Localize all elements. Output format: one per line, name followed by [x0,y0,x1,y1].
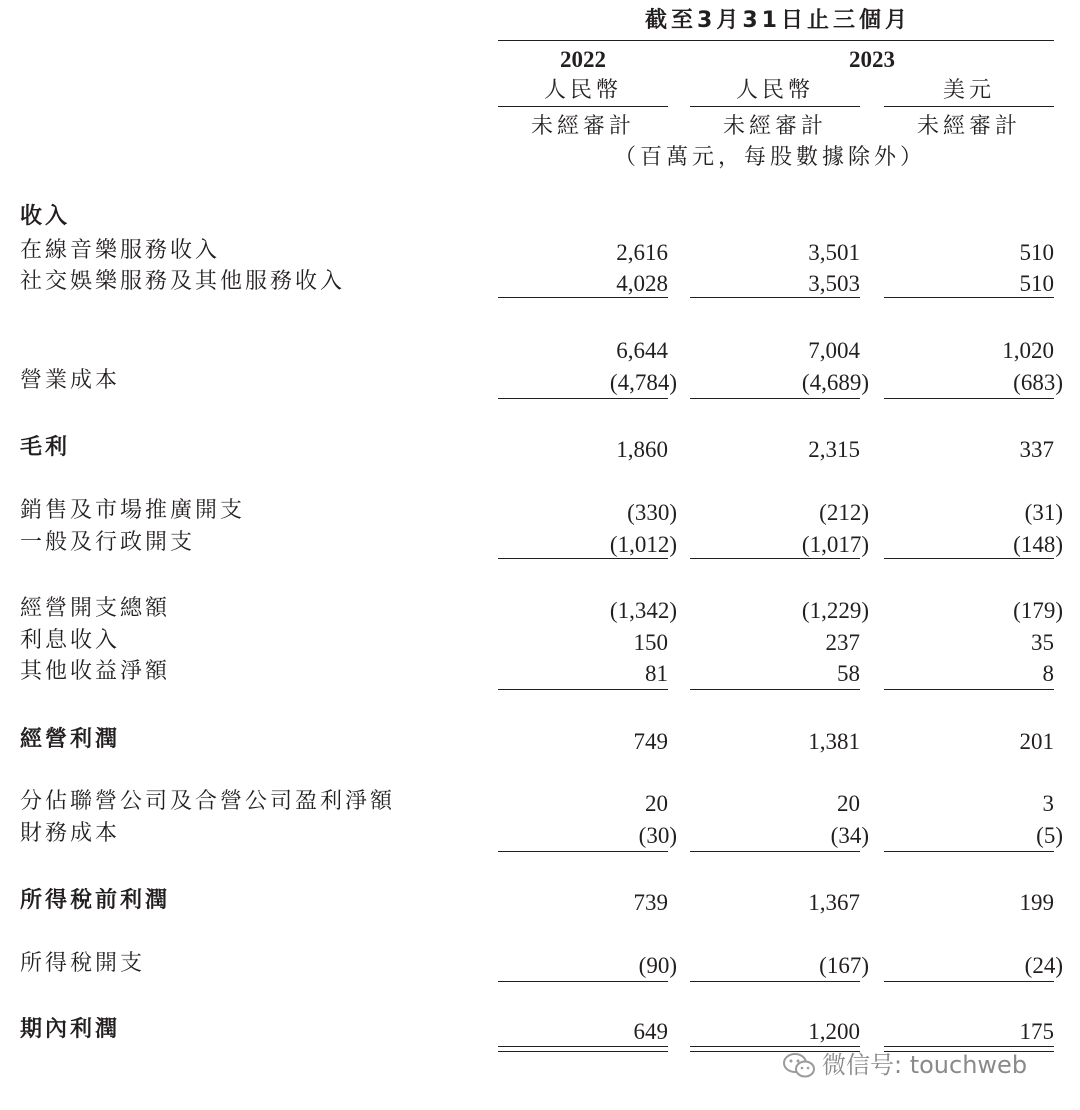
double-rule-total [498,1046,668,1052]
cell-value: (330) [627,500,677,525]
cell-value: 35 [1031,630,1054,655]
col-year-2023: 2023 [849,47,895,72]
rule-cost [690,398,860,399]
cell-value: (5) [1036,823,1063,848]
cell-value: 199 [1019,890,1054,915]
row-label: 期內利潤 [20,1017,121,1042]
col1-header-rule [498,106,668,107]
rule-finance-cost [498,851,668,852]
cell-value: 58 [837,661,860,686]
col-year-2022: 2022 [560,47,606,72]
col2-header-rule [690,106,860,107]
cell-value: 3 [1042,791,1054,816]
row-label: 利息收入 [20,628,121,653]
rule-revenue [884,297,1054,298]
cell-value: (4,784) [609,370,677,395]
rule-revenue [690,297,860,298]
rule-other-gains [690,689,860,690]
cell-value: 749 [633,729,668,754]
cell-value: 3,503 [808,271,860,296]
row-label: 銷售及市場推廣開支 [20,498,246,523]
row-label: 營業成本 [20,368,121,393]
col3-audit: 未經審計 [916,114,1021,139]
period-rule [498,40,1054,41]
period-heading: 截至3月31日止三個月 [645,8,911,33]
row-label: 收入 [20,204,71,229]
col2-currency: 人民幣 [735,78,814,103]
cell-value: 649 [633,1019,668,1044]
col1-currency: 人民幣 [543,78,622,103]
cell-value: 20 [837,791,860,816]
cell-value: 1,860 [616,437,668,462]
cell-value: (167) [819,953,869,978]
rule-opex [690,558,860,559]
cell-value: (179) [1013,598,1063,623]
rule-cost [884,398,1054,399]
col2-audit: 未經審計 [722,114,827,139]
cell-value: 1,020 [1002,338,1054,363]
row-label: 其他收益淨額 [20,659,171,684]
wechat-watermark [782,1045,1027,1080]
row-label: 經營利潤 [20,727,121,752]
cell-value: 175 [1019,1019,1054,1044]
row-label: 毛利 [20,435,71,460]
rule-other-gains [498,689,668,690]
cell-value: (1,012) [609,532,677,557]
cell-value: 7,004 [808,338,860,363]
unit-note: （百萬元，每股數據除外） [613,145,926,170]
row-label: 經營開支總額 [20,596,171,621]
cell-value: (4,689) [801,370,869,395]
col1-audit: 未經審計 [530,114,635,139]
cell-value: 2,315 [808,437,860,462]
cell-value: 1,200 [808,1019,860,1044]
cell-value: 510 [1019,271,1054,296]
cell-value: 3,501 [808,240,860,265]
rule-finance-cost [690,851,860,852]
cell-value: (30) [638,823,677,848]
row-label: 財務成本 [20,821,121,846]
col3-currency: 美元 [942,78,995,103]
cell-value: (683) [1013,370,1063,395]
cell-value: (1,017) [801,532,869,557]
row-label: 一般及行政開支 [20,530,196,555]
rule-tax [884,981,1054,982]
col3-header-rule [884,106,1054,107]
rule-finance-cost [884,851,1054,852]
row-label: 所得稅前利潤 [20,888,171,913]
row-label: 在線音樂服務收入 [20,238,221,263]
cell-value: 81 [645,661,668,686]
rule-revenue [498,297,668,298]
cell-value: 1,367 [808,890,860,915]
cell-value: (90) [638,953,677,978]
cell-value: 510 [1019,240,1054,265]
row-label: 社交娛樂服務及其他服務收入 [20,269,346,294]
cell-value: (34) [830,823,869,848]
cell-value: 739 [633,890,668,915]
cell-value: (1,229) [801,598,869,623]
rule-tax [690,981,860,982]
cell-value: 4,028 [616,271,668,296]
cell-value: 150 [633,630,668,655]
rule-opex [884,558,1054,559]
cell-value: 8 [1042,661,1054,686]
cell-value: 201 [1019,729,1054,754]
rule-cost [498,398,668,399]
cell-value: 2,616 [616,240,668,265]
rule-tax [498,981,668,982]
cell-value: (1,342) [609,598,677,623]
cell-value: (212) [819,500,869,525]
cell-value: 237 [825,630,860,655]
cell-value: (148) [1013,532,1063,557]
cell-value: 20 [645,791,668,816]
wechat-icon [782,1052,816,1080]
rule-opex [498,558,668,559]
cell-value: 6,644 [616,338,668,363]
rule-other-gains [884,689,1054,690]
row-label: 所得稅開支 [20,951,146,976]
cell-value: (24) [1024,953,1063,978]
cell-value: 337 [1019,437,1054,462]
row-label: 分佔聯營公司及合營公司盈利淨額 [20,789,396,814]
watermark-text: 微信号: touchweb [822,1051,1028,1079]
cell-value: (31) [1024,500,1063,525]
cell-value: 1,381 [808,729,860,754]
